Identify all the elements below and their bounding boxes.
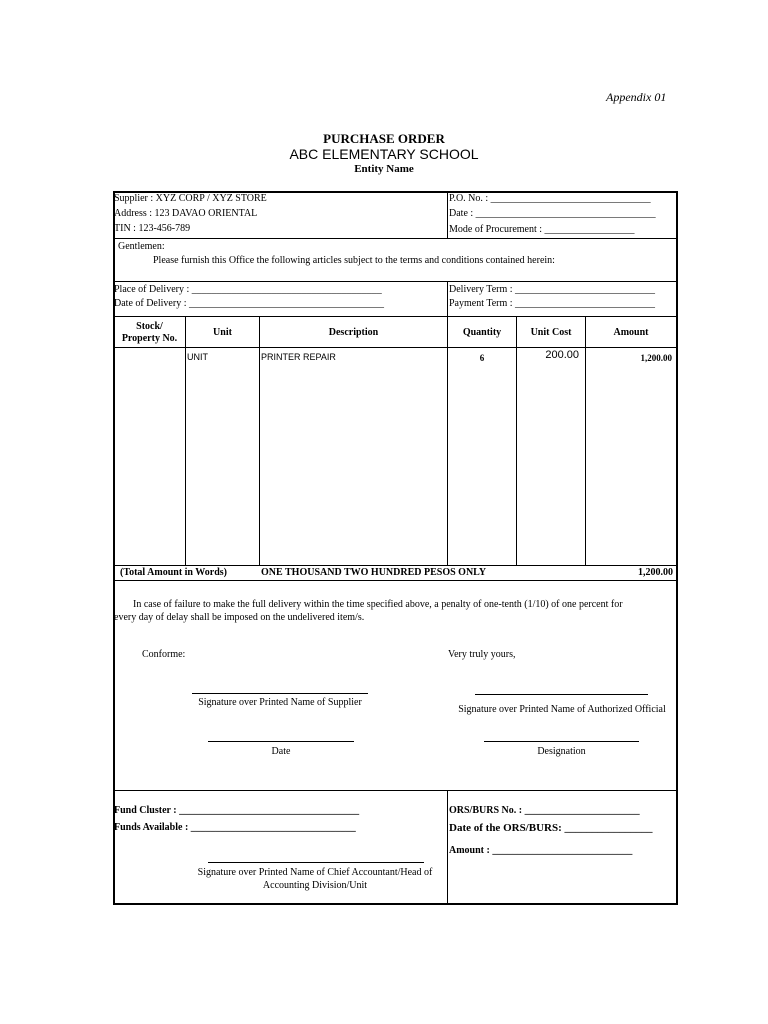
supplier-signature-caption: Signature over Printed Name of Supplier	[198, 697, 362, 708]
col-header-quantity: Quantity	[462, 327, 502, 338]
accountant-signature-caption: Signature over Printed Name of Chief Accountant/Head of	[197, 867, 433, 878]
total-amount: 1,200.00	[638, 567, 673, 578]
fund-cluster-field: Fund Cluster : ____________________________________	[114, 805, 360, 816]
payment-term-field: Payment Term : ____________________________	[449, 298, 656, 309]
request-text: Please furnish this Office the following articles subject to the terms and conditions contained herein:	[153, 255, 555, 266]
cell-unit-cost: 200.00	[545, 349, 579, 361]
cell-description: PRINTER REPAIR	[261, 352, 336, 362]
supplier-line: Supplier : XYZ CORP / XYZ STORE	[114, 193, 267, 204]
total-words-label: (Total Amount in Words)	[120, 567, 227, 578]
accountant-signature-caption-2: Accounting Division/Unit	[262, 880, 368, 891]
designation-line	[484, 741, 639, 742]
delivery-term-field: Delivery Term : ____________________________	[449, 284, 656, 295]
divider	[113, 238, 677, 239]
divider	[113, 347, 677, 348]
divider	[447, 281, 448, 316]
very-truly-yours: Very truly yours,	[448, 649, 516, 660]
po-number-field: P.O. No. : ________________________________	[449, 193, 651, 204]
supplier-signature-line	[192, 693, 368, 694]
frame-right	[676, 191, 678, 905]
designation-caption: Designation	[537, 746, 586, 757]
salutation: Gentlemen:	[118, 241, 165, 252]
address-line: Address : 123 DAVAO ORIENTAL	[114, 208, 258, 219]
divider	[113, 281, 677, 282]
amount-field: Amount : ____________________________	[449, 845, 633, 856]
place-of-delivery-field: Place of Delivery : ______________________________________	[114, 284, 382, 295]
appendix-label: Appendix 01	[606, 90, 667, 104]
divider	[185, 316, 186, 565]
penalty-text-line-2: every day of delay shall be imposed on the undelivered item/s.	[114, 612, 365, 623]
page-title: PURCHASE ORDER	[323, 131, 445, 146]
cell-unit: UNIT	[187, 352, 208, 362]
frame-bottom	[113, 903, 678, 905]
divider	[113, 316, 677, 317]
accountant-signature-line	[208, 862, 424, 863]
ors-burs-number-field: ORS/BURS No. : _______________________	[449, 805, 640, 816]
date-signature-line	[208, 741, 354, 742]
school-name: ABC ELEMENTARY SCHOOL	[289, 146, 479, 162]
penalty-text-line-1: In case of failure to make the full delivery within the time specified above, a penalty of one-tenth (1/10) of one percent for	[133, 599, 623, 610]
col-header-unit-cost: Unit Cost	[530, 327, 572, 338]
date-caption: Date	[271, 746, 291, 757]
ors-burs-date-field: Date of the ORS/BURS: ________________	[449, 822, 653, 834]
entity-name: Entity Name	[354, 163, 414, 175]
funds-available-field: Funds Available : _________________________________	[114, 822, 356, 833]
divider	[259, 316, 260, 565]
divider	[113, 790, 677, 791]
procurement-mode-field: Mode of Procurement : __________________	[449, 224, 635, 235]
tin-line: TIN : 123-456-789	[114, 223, 191, 234]
cell-quantity: 6	[479, 353, 485, 363]
col-header-unit: Unit	[213, 327, 232, 338]
col-header-stock: Stock/ Property No.	[121, 321, 178, 344]
po-date-field: Date : ____________________________________	[449, 208, 656, 219]
conforme-label: Conforme:	[142, 649, 186, 660]
divider	[113, 565, 677, 566]
col-header-description: Description	[328, 327, 379, 338]
official-signature-line	[475, 694, 648, 695]
col-header-amount: Amount	[613, 327, 649, 338]
divider	[113, 580, 677, 581]
official-signature-caption: Signature over Printed Name of Authorized Official	[458, 704, 666, 715]
divider	[447, 192, 448, 238]
cell-amount: 1,200.00	[640, 353, 672, 363]
date-of-delivery-field: Date of Delivery : _______________________________________	[114, 298, 384, 309]
total-words-value: ONE THOUSAND TWO HUNDRED PESOS ONLY	[261, 567, 487, 578]
